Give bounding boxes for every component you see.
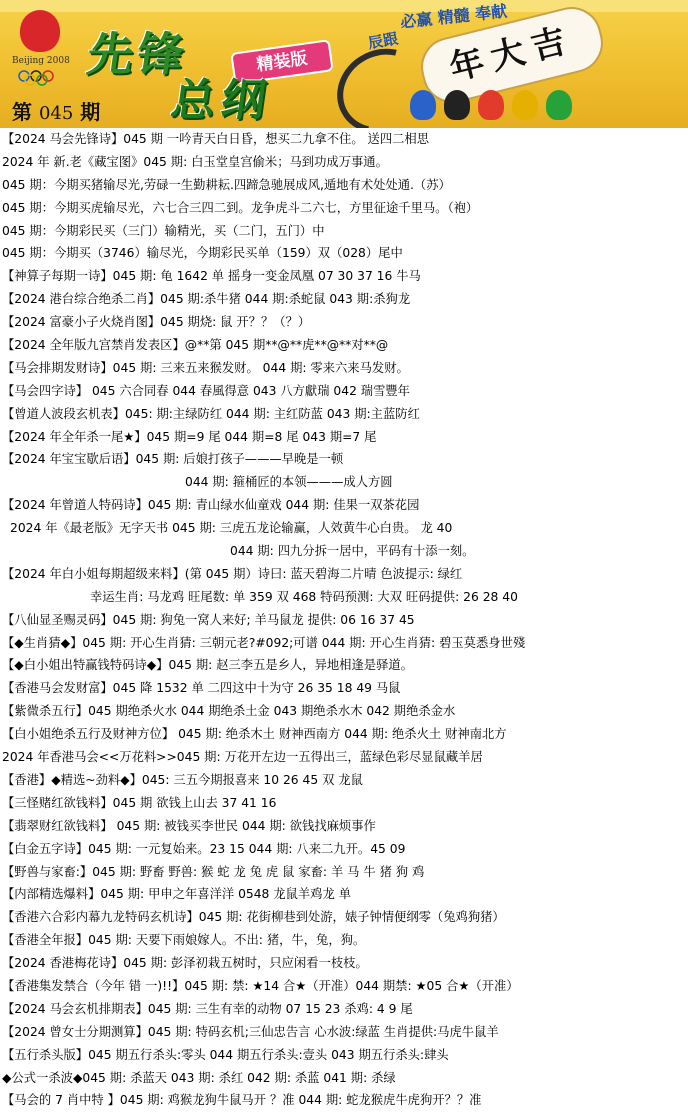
text-line: 【香港集发禁合（今年 错 一)!!】045 期: 禁: ★14 合★（开准）044 期禁: ★05 合★（开准） (2, 978, 519, 993)
mascot-icon (512, 90, 538, 120)
text-line: 【三怪赌红欲钱料】045 期 欲钱上山去 37 41 16 (2, 795, 277, 810)
text-line: 【神算子每期一诗】045 期: 龟 1642 单 摇身一变金凤凰 07 30 37 16 牛马 (2, 269, 421, 284)
text-line: 【2024 年全年杀一尾★】045 期=9 尾 044 期=8 尾 043 期=7 尾 (2, 429, 377, 444)
header-banner (0, 0, 688, 128)
text-line: 【野兽与家畜:】045 期: 野畜 野兽: 猴 蛇 龙 兔 虎 鼠 家畜: 羊 马 牛 猪 狗 鸡 (2, 864, 425, 879)
issue-label (12, 96, 100, 125)
text-line: 【2024 港台综合绝杀二肖】045 期:杀牛猪 044 期:杀蛇鼠 043 期:杀狗龙 (2, 292, 411, 307)
text-line: 【香港马会发财富】045 降 1532 单 二四这中十为守 26 35 18 49 马鼠 (2, 681, 401, 696)
text-line: 【马会的 7 肖中特 】045 期: 鸡猴龙狗牛鼠马开 ？准 044 期: 蛇龙猴虎牛虎狗开？？准 (2, 1093, 482, 1108)
text-line: 045 期：今期买（3746）输尽光，今期彩民买单（159）双（028）尾中 (2, 246, 403, 261)
text-line: 【白金五字诗】045 期: 一元复始来。23 15 044 期: 八来二九开。45 09 (2, 841, 406, 856)
text-line: 【2024 富豪小子火烧肖图】045 期烧: 鼠 开？？（？） (2, 315, 311, 330)
mascot-icon (410, 90, 436, 120)
text-line: 【白小姐绝杀五行及财神方位】 045 期: 绝杀木土 财神西南方 044 期: 绝杀火土 财神南北方 (2, 727, 507, 742)
calligraphy-banner: 年大吉 (415, 1, 610, 110)
text-line: 【2024 年宝宝歇后语】045 期: 后娘打孩子———早晚是一顿 (2, 452, 344, 467)
logo-text: Beijing 2008 (12, 56, 70, 66)
text-line: 044 期: 箍桶匠的本领———成人方圆 (185, 475, 393, 490)
text-line: 【紫微杀五行】045 期绝杀火水 044 期绝杀土金 043 期绝杀水木 042 期绝杀金水 (2, 704, 456, 719)
text-line: 【八仙显圣赐灵码】045 期: 狗兔一窝人来好; 羊马鼠龙 提供: 06 16 37 45 (2, 612, 415, 627)
text-line: 【2024 曾女士分期测算】045 期: 特码玄机;三仙忠告言 心水波:绿蓝 生肖提供:马虎牛鼠羊 (2, 1024, 499, 1039)
text-line: 【五行杀头版】045 期五行杀头:零头 044 期五行杀头:壹头 043 期五行杀头:肆头 (2, 1047, 449, 1062)
text-line: 【2024 全年版九宫禁肖发表区】@**第 045 期**@**虎**@**对**@ (2, 338, 389, 353)
header-subtitle: 总纲 (167, 75, 275, 126)
text-line: 【马会排期发财诗】045 期: 三来五来猴发财。 044 期: 零来六来马发财。 (2, 360, 409, 375)
text-line: 【香港六合彩内幕九龙特码玄机诗】045 期: 花街柳巷到处游，婊子钟情便纲零（兔鸡狗猪） (2, 910, 505, 925)
header-title: 先锋 (83, 27, 192, 81)
text-line: 【◆生肖猜◆】045 期: 开心生肖猜: 三朝元老?#092;可谱 044 期: 开心生肖猜: 碧玉莫悉身世殘 (2, 635, 526, 650)
emblem-icon (20, 10, 60, 52)
text-line: 【2024 马会先锋诗】045 期 一吟青天白日昏，想买二九拿不住。 送四二相思 (2, 132, 430, 146)
text-line: 【香港】◆精选~劲料◆】045: 三五今期报喜来 10 26 45 双 龙鼠 (2, 772, 363, 787)
text-line: 【◆白小姐出特赢钱特码诗◆】045 期: 赵三李五是乡人，异地相逢是驿道。 (2, 658, 413, 673)
text-line: 【翡翠财红欲钱料】 045 期: 被钱买李世民 044 期: 欲钱找麻烦事作 (2, 818, 376, 833)
text-line: 044 期: 四九分拆一居中，平码有十添一刻。 (230, 544, 475, 559)
olympic-logo (8, 10, 74, 86)
text-line: 045 期：今期买虎输尽光，六七合三四二到。龙争虎斗二六七，方里征途千里马。（袍） (2, 200, 479, 215)
text-line: 2024 年香港马会<<万花料>>045 期: 万花开左边一五得出三，蓝绿色彩尽显鼠藏羊居 (2, 750, 483, 765)
text-line: 045 期：今期彩民买（三门）输精光，买（二门，五门）中 (2, 223, 325, 238)
text-line: 【2024 马会玄机排期表】045 期: 三生有幸的动物 07 15 23 杀鸡: 4 9 尾 (2, 1001, 413, 1016)
edition-badge: 精装版 (230, 39, 333, 85)
text-line: 【2024 年白小姐每期超级来料】(第 045 期）诗曰: 蓝天碧海二片晴 色波提示: 绿红 (2, 566, 463, 581)
text-line: 【香港全年报】045 期: 天要下雨娘嫁人。不出: 猪，牛，兔，狗。 (2, 933, 366, 948)
slogan-text-2: 辰跟 (366, 29, 400, 53)
issue-prefix: 第 (12, 100, 32, 124)
mascot-icon (444, 90, 470, 120)
issue-number: 045 (38, 103, 74, 124)
text-line: 【内部精选爆料】045 期: 甲申之年喜洋洋 0548 龙鼠羊鸡龙 单 (2, 887, 351, 902)
text-line: 幸运生肖: 马龙鸡 旺尾数: 单 359 双 468 特码预测: 大双 旺码提供: 26 28 40 (90, 589, 518, 604)
mascot-icon (546, 90, 572, 120)
text-line: 045 期：今期买猪输尽光,劳碌一生勤耕耘.四蹄急驰展成风,遁地有术处处通.（苏） (2, 177, 451, 192)
text-line: 2024 年 新.老《藏宝图》045 期: 白玉堂皇宫偷米；马到功成万事通。 (2, 154, 388, 169)
text-line: 2024 年《最老版》无字天书 045 期: 三虎五龙论输赢，人效黄牛心白贵。 龙 40 (10, 521, 453, 536)
olympic-rings-icon (16, 70, 72, 86)
text-line: ◆公式一杀波◆045 期: 杀蓝天 043 期: 杀红 042 期: 杀蓝 041 期: 杀绿 (2, 1070, 396, 1085)
text-line: 【马会四字诗】 045 六合同春 044 春風得意 043 八方獻瑞 042 瑞雪豐年 (2, 383, 410, 398)
text-line: 【2024 年曾道人特码诗】045 期: 青山绿水仙童戏 044 期: 佳果一双茶花园 (2, 498, 420, 513)
issue-suffix: 期 (80, 100, 101, 124)
text-line: 【2024 香港梅花诗】045 期: 彭泽初栽五树时，只应闲看一枝枝。 (2, 956, 368, 971)
prediction-lines (0, 128, 688, 1112)
slogan-text: 必赢 精髓 奉献 (399, 1, 508, 32)
mascot-icon (478, 90, 504, 120)
text-line: 【曾道人波段玄机表】045: 期:主绿防红 044 期: 主红防蓝 043 期:主蓝防红 (2, 406, 420, 421)
mascots-group (410, 86, 580, 122)
